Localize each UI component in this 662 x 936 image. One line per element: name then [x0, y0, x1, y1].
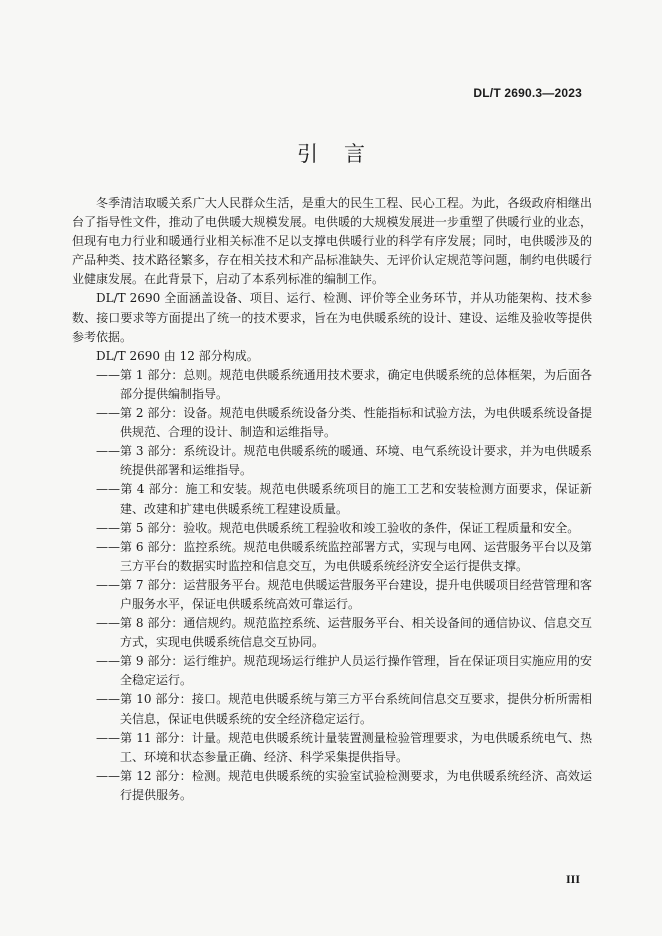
part-item: ——第 6 部分：监控系统。规范电供暖系统监控部署方式，实现与电网、运营服务平台以及第三方平台的数据实时监控和信息交互，为电供暖系统经济安全运行提供支撑。 [96, 539, 592, 573]
part-item: ——第 11 部分：计量。规范电供暖系统计量装置测量检验管理要求，为电供暖系统电气、热工、环境和状态参量正确、经济、科学采集提供指导。 [96, 730, 592, 764]
intro-paragraph: 冬季清洁取暖关系广大人民群众生活，是重大的民生工程、民心工程。为此，各级政府相继出台了指导性文件，推动了电供暖大规模发展。电供暖的大规模发展进一步重塑了供暖行业的业态，但现有电力行业和暖通行业相关标准不足以支撑电供暖行业的科学有序发展；同时，电供暖涉及的产品种类、技术路径繁多，存在相关技术和产品标准缺失、无评价认定规范等问题，制约电供暖行业健康发展。在此背景下，启动了本系列标准的编制工作。 [72, 196, 592, 287]
scope-paragraph: DL/T 2690 全面涵盖设备、项目、运行、检测、评价等全业务环节，并从功能架构、技术参数、接口要求等方面提出了统一的技术要求，旨在为电供暖系统的设计、建设、运维及验收等提供参考依据。 [72, 291, 592, 344]
part-item: ——第 7 部分：运营服务平台。规范电供暖运营服务平台建设，提升电供暖项目经营管理和客户服务水平，保证电供暖系统高效可靠运行。 [96, 577, 592, 611]
part-item: ——第 8 部分：通信规约。规范监控系统、运营服务平台、相关设备间的通信协议、信息交互方式，实现电供暖系统信息交互协同。 [96, 616, 592, 650]
part-item: ——第 2 部分：设备。规范电供暖系统设备分类、性能指标和试验方法，为电供暖系统设备提供规范、合理的设计、制造和运维指导。 [96, 406, 592, 440]
part-item: ——第 10 部分：接口。规范电供暖系统与第三方平台系统间信息交互要求，提供分析所需相关信息，保证电供暖系统的安全经济稳定运行。 [96, 692, 592, 726]
document-code: DL/T 2690.3—2023 [473, 86, 582, 100]
part-item: ——第 12 部分：检测。规范电供暖系统的实验室试验检测要求，为电供暖系统经济、高效运行提供服务。 [96, 768, 592, 802]
part-item: ——第 5 部分：验收。规范电供暖系统工程验收和竣工验收的条件，保证工程质量和安全。 [96, 520, 580, 535]
part-item: ——第 3 部分：系统设计。规范电供暖系统的暖通、环境、电气系统设计要求，并为电供暖系统提供部署和运维指导。 [96, 444, 592, 478]
page-title: 引言 [297, 142, 391, 166]
part-item: ——第 4 部分：施工和安装。规范电供暖系统项目的施工工艺和安装检测方面要求，保证新建、改建和扩建电供暖系统工程建设质量。 [96, 482, 592, 516]
structure-paragraph: DL/T 2690 由 12 部分构成。 [96, 348, 259, 363]
page-number: III [565, 872, 580, 886]
part-item: ——第 1 部分：总则。规范电供暖系统通用技术要求，确定电供暖系统的总体框架，为后面各部分提供编制指导。 [96, 367, 592, 401]
body-text [72, 194, 592, 805]
part-item: ——第 9 部分：运行维护。规范现场运行维护人员运行操作管理，旨在保证项目实施应用的安全稳定运行。 [96, 654, 592, 688]
